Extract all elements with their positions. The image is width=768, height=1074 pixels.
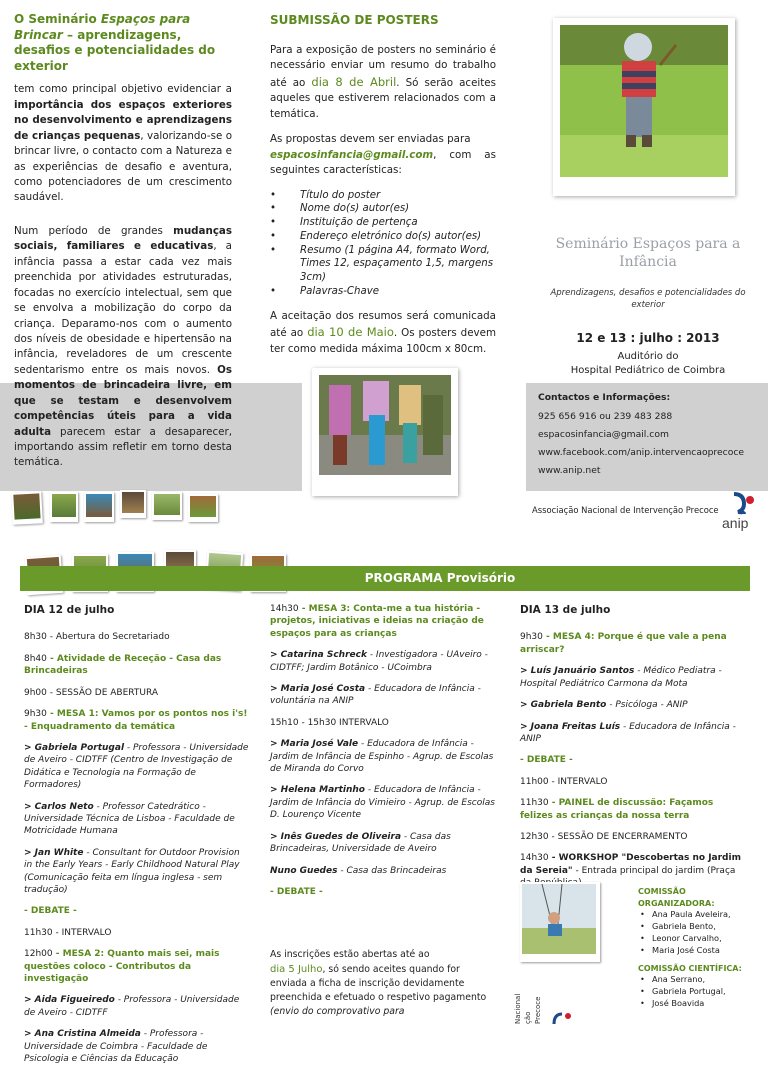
event-venue: Auditório do Hospital Pediátrico de Coimbra	[570, 351, 726, 377]
programme-item: > Joana Freitas Luís - Educadora de Infância - ANIP	[520, 721, 736, 744]
poster-requirements-list	[270, 189, 496, 299]
list-item: • Ana Paula Aveleira,	[638, 909, 758, 921]
posters-title: SUBMISSÃO DE POSTERS	[270, 13, 439, 27]
event-date: 12 e 13 : julho : 2013	[576, 331, 720, 345]
list-item: • Título do poster	[270, 189, 496, 203]
posters-paragraph-3: A aceitação dos resumos será comunicada até ao dia 10 de Maio. Os posters devem ter como medida máxima 100cm x 80cm.	[270, 309, 496, 355]
thumbnail-photo	[11, 491, 43, 525]
list-item: • Maria José Costa	[638, 945, 758, 957]
programme-item: - DEBATE -	[520, 755, 573, 766]
anip-logo-text: anip	[722, 515, 749, 531]
programme-item: 14h30 - WORKSHOP "Descobertas no Jardim da Sereia" - Entrada principal do jardim (Praça	[520, 853, 741, 876]
child-on-swing-image	[522, 884, 596, 954]
programme-item: > Luís Januário Santos - Médico Pediatra - Hospital Pediátrico Carmona da Mota	[520, 666, 722, 689]
organizing-committee-heading: COMISSÃO ORGANIZADORA:	[638, 887, 715, 908]
list-item: • Nome do(s) autor(es)	[270, 202, 496, 216]
intro-title: O Seminário Espaços para Brincar – aprendizagens, desafios e potencialidades do exterior	[14, 12, 216, 73]
boots-photo	[312, 368, 458, 496]
contact-email[interactable]: espacosinfancia@gmail.com	[538, 429, 669, 441]
cover-title: Seminário Espaços para a Infância	[555, 236, 741, 270]
programme-day-2	[520, 603, 748, 899]
intro-column	[14, 12, 232, 481]
programme-item: > Aida Figueiredo - Professora - Universidade de Aveiro - CIDTFF	[24, 995, 240, 1018]
programme-item: 8h30 - Abertura do Secretariado	[24, 632, 170, 643]
programme-item: > Maria José Costa - Educadora de Infância - voluntária na ANIP	[270, 684, 481, 707]
intro-paragraph-2: Num período de grandes mudanças sociais, familiares e educativas, a infância passa a estar cada vez mais preenchida por atividades estruturadas, focadas no exercício intelectual, sem que se envolva a mobilização do corpo da criança. Deparamo-nos com o aumento dos níveis de obesidade e hipertensão na infância, reveladores de um crescente sedentarismo entre os mais novos. Os momentos de brincadeira livre, em que se testam e desenvolvem competências úteis para a vida adulta parecem estar a desaparecer, importando assim refletir em torno desta temática.	[14, 224, 232, 469]
list-item: • Leonor Carvalho,	[638, 933, 758, 945]
contact-website[interactable]: www.anip.net	[538, 465, 601, 477]
list-item: • Gabriela Bento,	[638, 921, 758, 933]
day-2-heading: DIA 13 de julho	[520, 604, 611, 616]
scientific-committee-list	[638, 974, 758, 1010]
committees	[638, 886, 758, 1016]
list-item: • Endereço eletrónico do(s) autor(es)	[270, 230, 496, 244]
programme-item: Nuno Guedes - Casa das Brincadeiras	[270, 865, 447, 876]
programme-item: 12h00 - MESA 2: Quanto mais sei, mais questões coloco - Contributos da investigação	[24, 949, 220, 985]
programme-item: - DEBATE -	[270, 886, 323, 897]
programme-item: > Inês Guedes de Oliveira - Casa das Brincadeiras, Universidade de Aveiro	[270, 831, 451, 855]
programme-item: > Carlos Neto - Professor Catedrático - Universidade Técnica de Lisboa - Faculdade de Motricidade Humana	[24, 801, 235, 837]
programme-item: > Helena Martinho - Educadora de Infância - Jardim de Infância do Vimieiro - Agrup. de Escolas D. Lourenço Vicente	[270, 785, 495, 821]
email-link[interactable]: espacosinfancia@gmail.com	[270, 148, 434, 161]
posters-column	[270, 12, 496, 367]
thumbnail-photo	[84, 492, 114, 522]
cover-subtitle: Aprendizagens, desafios e potencialidades do exterior	[550, 288, 746, 311]
posters-paragraph-2: As propostas devem ser enviadas para espacosinfancia@gmail.com, com as seguintes características:	[270, 133, 496, 177]
day-1-heading: DIA 12 de julho	[24, 604, 115, 616]
programme-header: PROGRAMA Provisório	[20, 566, 750, 591]
registration-info: As inscrições estão abertas até ao dia 5 Julho, só sendo aceites quando for enviada a ficha de inscrição devidamente preenchida e efetuado o respetivo pagamento (envio do comprovativo para	[270, 949, 487, 1017]
contacts-heading: Contactos e Informações:	[538, 392, 671, 403]
programme-item: 8h40 - Atividade de Receção - Casa das Brincadeiras	[24, 653, 222, 677]
organizing-committee-list	[638, 909, 758, 957]
programme-item: 11h30 - PAINEL de discussão: Façamos felizes as crianças da nossa terra	[520, 798, 714, 821]
anip-small-logo-icon	[552, 1010, 576, 1024]
programme-item: 9h30 - MESA 4: Porque é que vale a pena arriscar?	[520, 632, 727, 655]
thumbnail-photo	[188, 494, 218, 522]
programme-item: > Jan White - Consultant for Outdoor Provision in the Early Years - Early Childhood Natural Play (Comunicação feita em língua inglesa - sem tradução)	[24, 847, 240, 895]
programme-item: > Gabriela Bento - Psicóloga - ANIP	[520, 700, 688, 711]
thumbnail-photo	[152, 492, 182, 520]
programme-item: 12h30 - SESSÃO DE ENCERRAMENTO	[520, 831, 688, 842]
programme-item: 11h30 - INTERVALO	[24, 927, 112, 938]
programme-item: 14h30 - MESA 3: Conta-me a tua história - projetos, iniciativas e ideias na criação de espaços para as crianças	[270, 604, 484, 639]
thumbnail-photo	[50, 492, 78, 522]
programme-item: 9h30 - MESA 1: Vamos por os pontos nos i's! - Enquadramento da temática	[24, 709, 248, 732]
list-item: • Gabriela Portugal,	[638, 986, 758, 998]
list-item: • Instituição de pertença	[270, 216, 496, 230]
thumbnail-photo	[120, 490, 146, 518]
child-playing-image	[560, 25, 728, 177]
scientific-committee-heading: COMISSÃO CIENTÍFICA:	[638, 963, 742, 973]
programme-day-1-afternoon	[270, 603, 498, 907]
swing-photo	[520, 882, 600, 962]
posters-paragraph-1: Para a exposição de posters no seminário é necessário enviar um resumo do trabalho até ao dia 8 de Abril. Só serão aceites aqueles que estiverem relacionados com a temática.	[270, 44, 496, 120]
list-item: • Resumo (1 página A4, formato Word, Times 12, espaçamento 1,5, margens 3cm)	[270, 244, 496, 285]
contact-facebook[interactable]: www.facebook.com/anip.intervencaoprecoce	[538, 447, 745, 459]
programme-item: > Ana Cristina Almeida - Professora - Universidade de Coimbra - Faculdade de Psicologia e Ciências da Educação	[24, 1029, 208, 1065]
programme-item: > Maria José Vale - Educadora de Infância - Jardim de Infância de Espinho - Agrup. de Escolas de Miranda do Corvo	[270, 739, 494, 775]
list-item: • Ana Serrano,	[638, 974, 758, 986]
programme-day-1	[24, 603, 250, 1074]
vertical-association-text: Nacional ção Precoce	[514, 993, 542, 1024]
intro-paragraph-1: tem como principal objetivo evidenciar a importância dos espaços exteriores no desenvolvimento e aprendizagens de crianças pequenas, valorizando-se o brincar livre, o contacto com a Natureza e as experiências de desafio e aventura, como potenciadores de um crescimento saudável.	[14, 83, 232, 204]
list-item: • José Boavida	[638, 998, 758, 1010]
programme-item: > Catarina Schreck - Investigadora - UAveiro - CIDTFF; Jardim Botânico - UCoimbra	[270, 650, 488, 673]
programme-item: > Gabriela Portugal - Professora - Universidade de Aveiro - CIDTFF (Centro de Investigação de Didática e Tecnologia na Formação de Formadores)	[24, 742, 249, 791]
contact-phone: 925 656 916 ou 239 483 288	[538, 411, 673, 423]
programme-item: 11h00 - INTERVALO	[520, 776, 608, 787]
list-item: • Palavras-Chave	[270, 285, 496, 299]
contacts-block	[538, 391, 762, 482]
cover-photo	[553, 18, 735, 196]
association-name: Associação Nacional de Intervenção Precoce	[532, 505, 719, 515]
children-boots-image	[319, 375, 451, 475]
programme-item: 9h00 - SESSÃO DE ABERTURA	[24, 687, 159, 698]
programme-item: - DEBATE -	[24, 906, 77, 917]
programme-item: 15h10 - 15h30 INTERVALO	[270, 717, 389, 728]
